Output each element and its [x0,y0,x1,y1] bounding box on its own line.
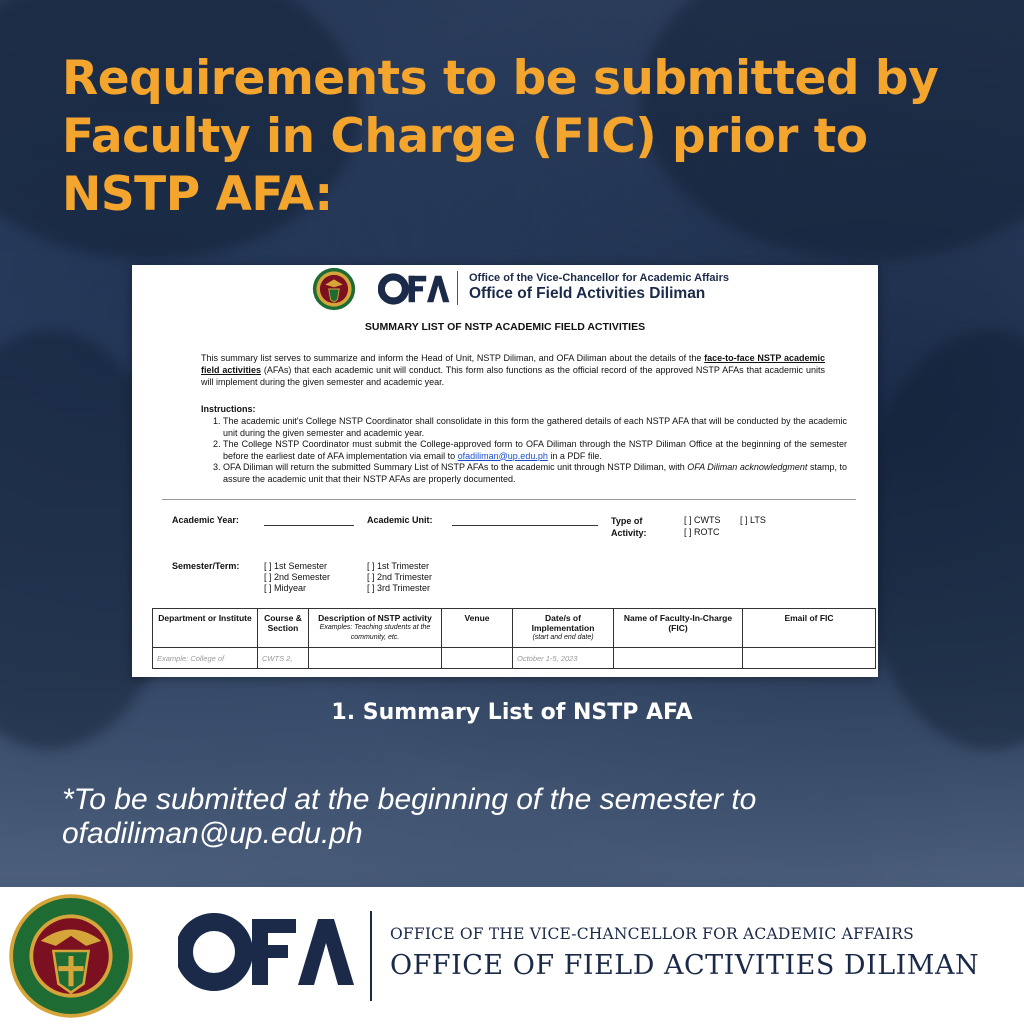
type-option-lts[interactable]: [ ] LTS [740,515,766,525]
col-course: Course & Section [258,609,309,648]
semester-label: Semester/Term: [172,561,240,571]
col-email: Email of FIC [743,609,876,648]
table-cell [614,648,743,669]
ofa-logo-icon [378,271,452,307]
footer [0,887,1024,1024]
doc-title: SUMMARY LIST OF NSTP ACADEMIC FIELD ACTIVITIES [364,321,646,333]
header-divider [457,271,458,305]
instructions-heading: Instructions: [201,404,256,414]
table-cell: October 1-5, 2023 [513,648,614,669]
table-header-row [153,609,876,648]
table-cell: Example: College of [153,648,258,669]
col-department: Department or Institute [153,609,258,648]
headline: Requirements to be submitted by Faculty in Charge (FIC) prior to NSTP AFA: [62,51,939,222]
email-link[interactable]: ofadiliman@up.edu.ph [457,450,548,461]
section-divider [162,499,856,500]
table-cell [442,648,513,669]
instruction-item: 2. The College NSTP Coordinator must submit the College-approved form to OFA Diliman through the NSTP Diliman Office at the beginning of the semester before the earliest date of AFA implementation via email to ofadiliman@up.edu.ph in a PDF file. [223,439,847,462]
col-fic: Name of Faculty-In-Charge (FIC) [614,609,743,648]
trimester-option[interactable]: [ ] 1st Trimester [367,561,430,571]
trimester-option[interactable]: [ ] 3rd Trimester [367,583,431,593]
trimester-option[interactable]: [ ] 2nd Trimester [367,572,433,582]
instruction-item: 3. OFA Diliman will return the submitted Summary List of NSTP AFAs to the academic unit through NSTP Diliman, with OFA Diliman acknowledgment stamp, to assure the academic unit that their NSTP AFAs are properly documented. [223,462,847,485]
table-cell [743,648,876,669]
instruction-item: 1. The academic unit's College NSTP Coordinator shall consolidate in this form the gathered details of each NSTP AFA that will be conducted by the academic unit during the given semester and academic year. [223,416,847,439]
table-cell [309,648,442,669]
footer-divider [370,911,372,1001]
submission-note: *To be submitted at the beginning of the semester to ofadiliman@up.edu.ph [62,783,757,850]
footer-line2: OFFICE OF FIELD ACTIVITIES DILIMAN [390,950,980,981]
activities-table [152,608,876,669]
up-seal-icon [312,267,356,311]
doc-header-line1: Office of the Vice-Chancellor for Academic Affairs [469,272,729,284]
caption: 1. Summary List of NSTP AFA [331,700,693,725]
col-venue: Venue [442,609,513,648]
background-foliage [860,330,1024,750]
doc-header-line2: Office of Field Activities Diliman [469,285,706,302]
up-seal-icon [8,893,134,1019]
semester-option[interactable]: [ ] Midyear [264,583,307,593]
type-of-activity-label: Type of Activity: [611,516,647,538]
academic-year-field[interactable] [264,525,354,526]
doc-intro: This summary list serves to summarize and inform the Head of Unit, NSTP Diliman, and OFA Diliman about the details of the face-to-face NSTP academic field activities (AFAs) that each academic unit will conduct. This form also functions as the official record of the approved NSTP AFAs that academic units will implement during the given semester and academic year. [201,353,825,387]
academic-year-label: Academic Year: [172,515,239,525]
table-cell: CWTS 2, [258,648,309,669]
semester-option[interactable]: [ ] 2nd Semester [264,572,331,582]
document-preview [132,265,878,677]
col-dates: Date/s of Implementation (start and end date) [513,609,614,648]
academic-unit-field[interactable] [452,525,598,526]
col-description: Description of NSTP activity Examples: Teaching students at the community, etc. [309,609,442,648]
type-option-rotc[interactable]: [ ] ROTC [684,527,720,537]
semester-option[interactable]: [ ] 1st Semester [264,561,328,571]
table-row [153,648,876,669]
academic-unit-label: Academic Unit: [367,515,433,525]
instructions-list [201,416,847,485]
ofa-logo-icon [178,907,358,997]
type-option-cwts[interactable]: [ ] CWTS [684,515,721,525]
footer-line1: OFFICE OF THE VICE-CHANCELLOR FOR ACADEMIC AFFAIRS [390,925,914,943]
